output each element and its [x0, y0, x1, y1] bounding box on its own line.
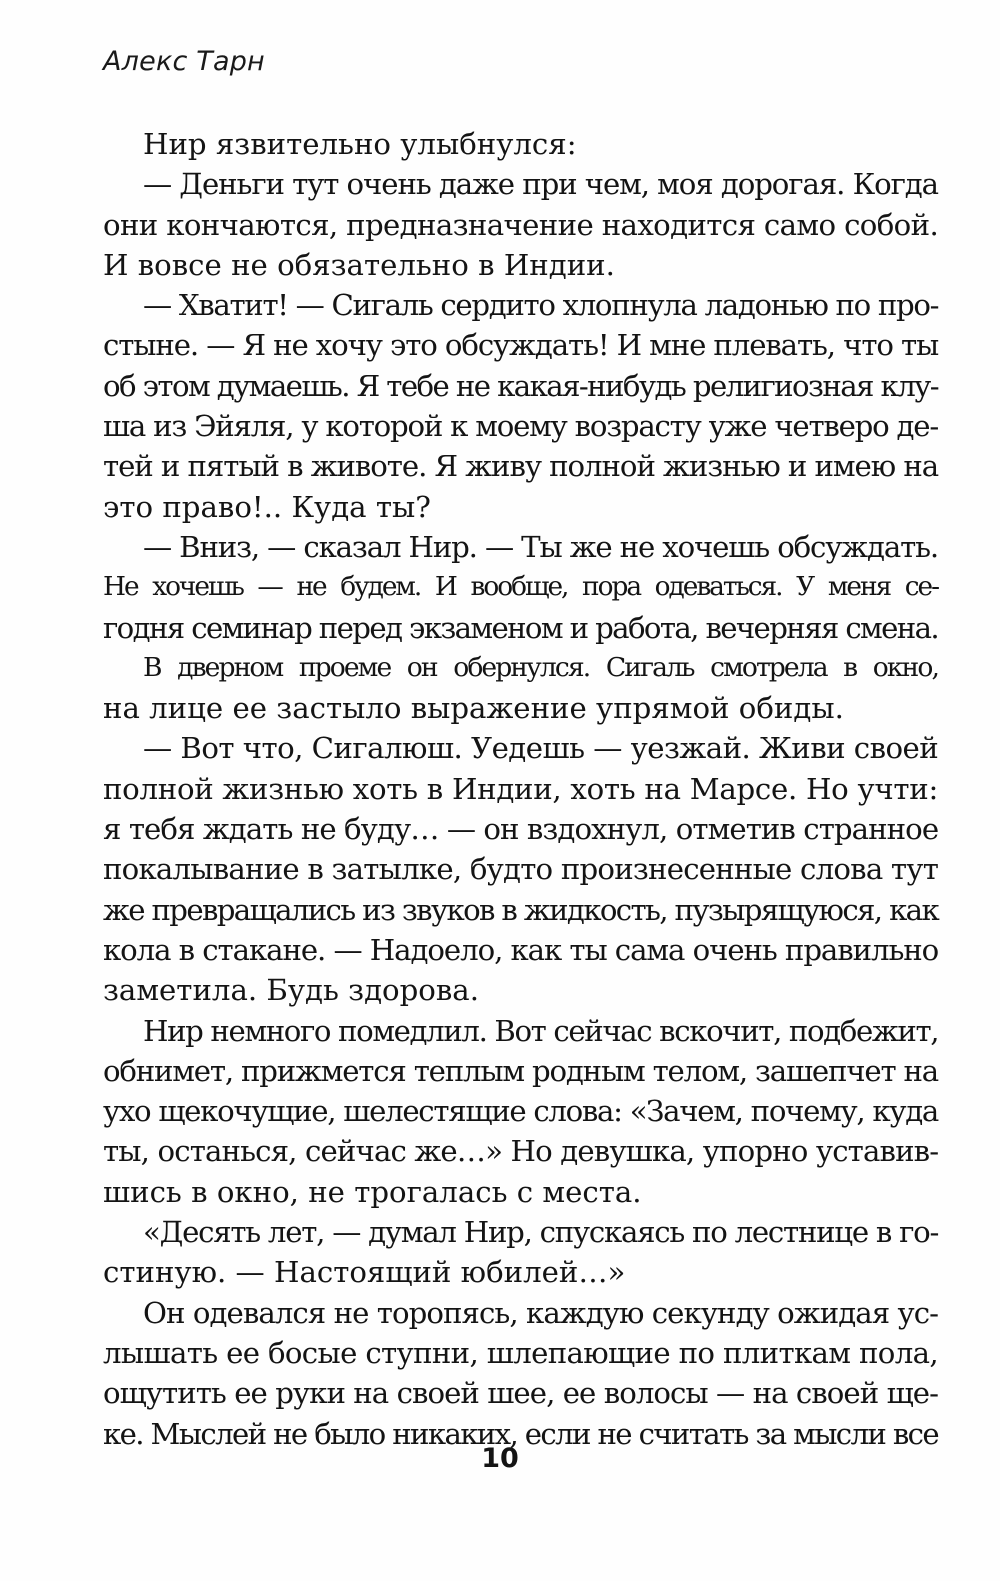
text-line: на лице ее застыло выражение упрямой обиды. — [103, 691, 844, 726]
text-line: шись в окно, не трогалась с места. — [103, 1174, 642, 1209]
text-line: Он одевался не торопясь, каждую секунду ожидая ус- — [143, 1295, 939, 1330]
running-header-author: Алекс Тарн — [103, 46, 265, 77]
text-line: ты, останься, сейчас же…» Но девушка, упорно уставив- — [103, 1134, 939, 1169]
text-line: обнимет, прижмется теплым родным телом, зашепчет на — [103, 1053, 938, 1088]
text-line: тей и пятый в животе. Я живу полной жизнью и имею на — [103, 449, 939, 484]
text-line: — Вниз, — сказал Нир. — Ты же не хочешь обсуждать. — [143, 529, 938, 564]
text-line: заметила. Будь здорова. — [103, 973, 479, 1008]
text-line: В дверном проеме он обернулся. Сигаль смотрела в окно, — [143, 651, 938, 683]
text-line: Не хочешь — не будем. И вообще, пора одеваться. У меня се- — [103, 571, 938, 603]
text-line: ке. Мыслей не было никаких, если не считать за мысли все — [103, 1416, 938, 1451]
text-line: «Десять лет, — думал Нир, спускаясь по лестнице в го- — [143, 1215, 939, 1250]
text-line: — Деньги тут очень даже при чем, моя дорогая. Когда — [143, 167, 938, 202]
text-line: стыне. — Я не хочу это обсуждать! И мне плевать, что ты — [103, 328, 939, 363]
body-text — [103, 124, 938, 1454]
text-line: ощутить ее руки на своей шее, ее волосы — на своей ще- — [103, 1376, 938, 1411]
text-line: стиную. — Настоящий юбилей…» — [103, 1255, 626, 1290]
text-line: — Хватит! — Сигаль сердито хлопнула ладонью по про- — [143, 288, 939, 323]
page-number: 10 — [481, 1443, 519, 1474]
text-line: я тебя ждать не буду… — он вздохнул, отметив странное — [103, 812, 939, 847]
text-line: ша из Эйяля, у которой к моему возрасту уже четверо де- — [103, 409, 938, 444]
text-line: И вовсе не обязательно в Индии. — [103, 247, 615, 282]
text-line: они кончаются, предназначение находится само собой. — [103, 207, 939, 242]
text-line: об этом думаешь. Я тебе не какая-нибудь религиозная клу- — [103, 368, 938, 403]
text-line: это право!.. Куда ты? — [103, 489, 431, 524]
text-line: покалывание в затылке, будто произнесенные слова тут — [103, 852, 939, 887]
text-line: лышать ее босые ступни, шлепающие по плиткам пола, — [103, 1335, 938, 1370]
text-line: Нир язвительно улыбнулся: — [143, 127, 577, 161]
text-line: Нир немного помедлил. Вот сейчас вскочит, подбежит, — [143, 1013, 939, 1048]
text-line: же превращались из звуков в жидкость, пузырящуюся, как — [103, 892, 939, 927]
text-line: полной жизнью хоть в Индии, хоть на Марсе. Но учти: — [103, 771, 939, 806]
text-line: — Вот что, Сигалюш. Уедешь — уезжай. Живи своей — [143, 731, 939, 766]
text-line: кола в стакане. — Надоело, как ты сама очень правильно — [103, 932, 939, 967]
text-line: годня семинар перед экзаменом и работа, вечерняя смена. — [103, 610, 938, 645]
text-line: ухо щекочущие, шелестящие слова: «Зачем, почему, куда — [103, 1094, 938, 1129]
